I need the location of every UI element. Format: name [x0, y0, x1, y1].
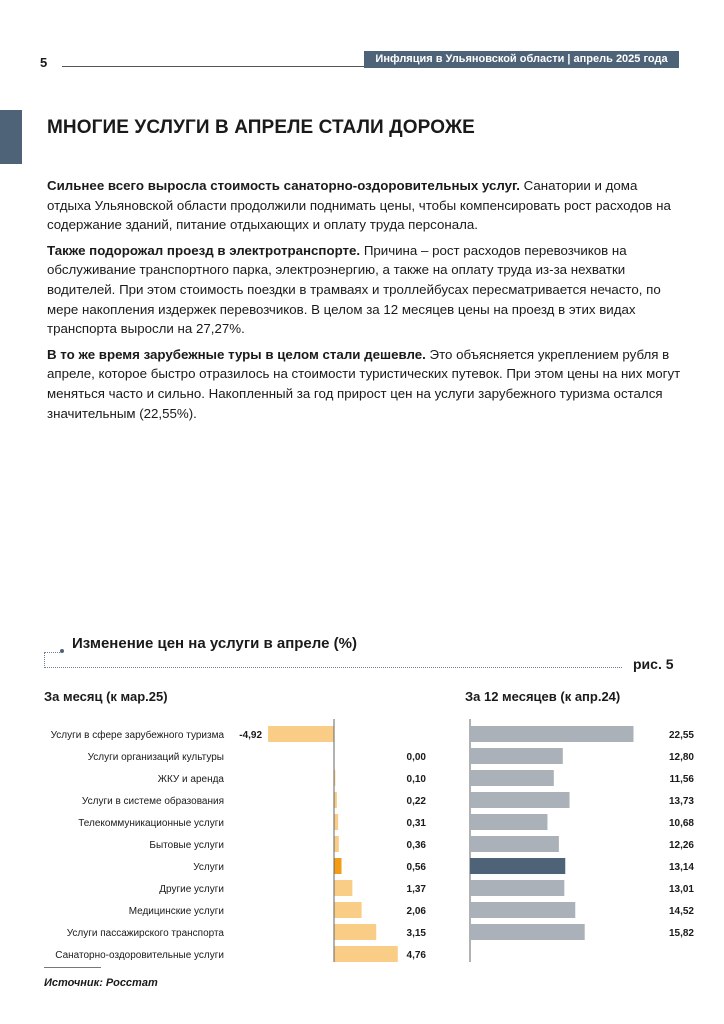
month-data-label: -4,92 — [239, 730, 263, 741]
month-data-label: 0,36 — [406, 840, 426, 851]
month-data-label: 3,15 — [406, 928, 426, 939]
figure-label: рис. 5 — [633, 656, 674, 672]
year-data-label: 12,26 — [668, 840, 694, 851]
month-bar — [334, 902, 362, 918]
category-label: Другие услуги — [159, 884, 224, 895]
month-data-label: 4,76 — [406, 950, 426, 961]
year-data-label: 13,01 — [668, 884, 694, 895]
year-bar — [470, 726, 633, 742]
price-change-charts — [0, 715, 724, 965]
figure-frame-corner — [44, 652, 45, 668]
year-data-label: 14,52 — [668, 906, 694, 917]
page-number: 5 — [40, 55, 48, 70]
year-bar — [470, 880, 564, 896]
year-data-label: 10,68 — [668, 818, 694, 829]
month-bar — [334, 946, 398, 962]
paragraph — [47, 176, 682, 235]
paragraph-body: Причина – рост расходов перевозчиков на обслуживание транспортного парка, электроэнергию, а также на оплату труда из-за нехватки водителей. При этом стоимость поездки в трамваях и троллейбусах пересматривается нечасто, по мере накопления издержек перевозчиков. В целом за 12 месяцев цены на проезд в этих видах транспорта выросли на 27,27%. — [47, 242, 661, 337]
month-bar — [268, 726, 334, 742]
year-data-label: 15,82 — [668, 928, 694, 939]
year-bar — [470, 836, 559, 852]
category-label: Санаторно-оздоровительные услуги — [55, 950, 224, 961]
year-bar — [470, 770, 554, 786]
year-data-label: 13,73 — [668, 796, 694, 807]
month-bar — [334, 814, 338, 830]
category-label: Медицинские услуги — [128, 906, 224, 917]
figure-title: Изменение цен на услуги в апреле (%) — [72, 635, 357, 652]
category-label: Бытовые услуги — [149, 840, 224, 851]
category-label: Услуги — [193, 862, 224, 873]
paragraph — [47, 345, 682, 423]
year-bar — [470, 748, 563, 764]
year-data-label: 11,56 — [669, 774, 694, 785]
year-bar — [470, 792, 570, 808]
paragraph-body: Это объясняется укреплением рубля в апреле, которое быстро отразилось на стоимости туристических путевок. При этом цены на них могут меняться часто и сильно. Накопленный за год прирост цен на услуги зарубежного туризма остался значительным (22,55%). — [47, 346, 681, 421]
year-bar — [470, 924, 585, 940]
year-bar — [470, 902, 575, 918]
month-data-label: 1,37 — [406, 884, 426, 895]
month-data-label: 0,31 — [406, 818, 426, 829]
side-tab-marker — [0, 110, 22, 164]
paragraph-body: Санатории и дома отдыха Ульяновской области продолжили поднимать цены, чтобы компенсировать рост расходов на содержание зданий, питание отдыхающих и оплату труда персонала. — [47, 178, 671, 233]
figure-bullet-dot — [60, 649, 64, 653]
month-bar — [334, 924, 376, 940]
chart-subtitle-month: За месяц (к мар.25) — [44, 689, 168, 704]
paragraph-lead: Также подорожал проезд в электротранспорте. — [47, 242, 361, 258]
month-data-label: 0,22 — [406, 796, 426, 807]
section-title: МНОГИЕ УСЛУГИ В АПРЕЛЕ СТАЛИ ДОРОЖЕ — [47, 117, 475, 138]
source-rule — [44, 967, 101, 968]
year-data-label: 22,55 — [668, 730, 694, 741]
figure-frame-corner — [44, 652, 60, 653]
year-data-label: 13,14 — [668, 862, 694, 873]
month-data-label: 0,56 — [406, 862, 426, 873]
paragraph — [47, 241, 682, 339]
category-label: ЖКУ и аренда — [157, 774, 224, 785]
year-bar — [470, 814, 547, 830]
paragraph-lead: В то же время зарубежные туры в целом стали дешевле. — [47, 346, 426, 362]
year-data-label: 12,80 — [668, 752, 694, 763]
month-bar — [334, 836, 339, 852]
category-label: Услуги в системе образования — [81, 796, 224, 807]
category-label: Услуги в сфере зарубежного туризма — [50, 730, 224, 741]
year-bar — [470, 858, 565, 874]
month-bar — [334, 880, 352, 896]
header-rule — [62, 66, 367, 67]
category-label: Телекоммуникационные услуги — [78, 818, 224, 829]
category-label: Услуги пассажирского транспорта — [66, 928, 224, 939]
header-banner: Инфляция в Ульяновской области | апрель 2025 года — [364, 51, 679, 68]
month-data-label: 0,10 — [406, 774, 426, 785]
paragraph-lead: Сильнее всего выросла стоимость санаторно-оздоровительных услуг. — [47, 178, 520, 193]
month-data-label: 2,06 — [406, 906, 426, 917]
month-bar — [334, 858, 342, 874]
figure-frame-line — [44, 667, 622, 668]
body-text — [47, 176, 682, 429]
chart-subtitle-year: За 12 месяцев (к апр.24) — [465, 689, 621, 704]
source-note: Источник: Росстат — [44, 977, 158, 989]
category-label: Услуги организаций культуры — [87, 752, 224, 763]
month-data-label: 0,00 — [406, 752, 426, 763]
